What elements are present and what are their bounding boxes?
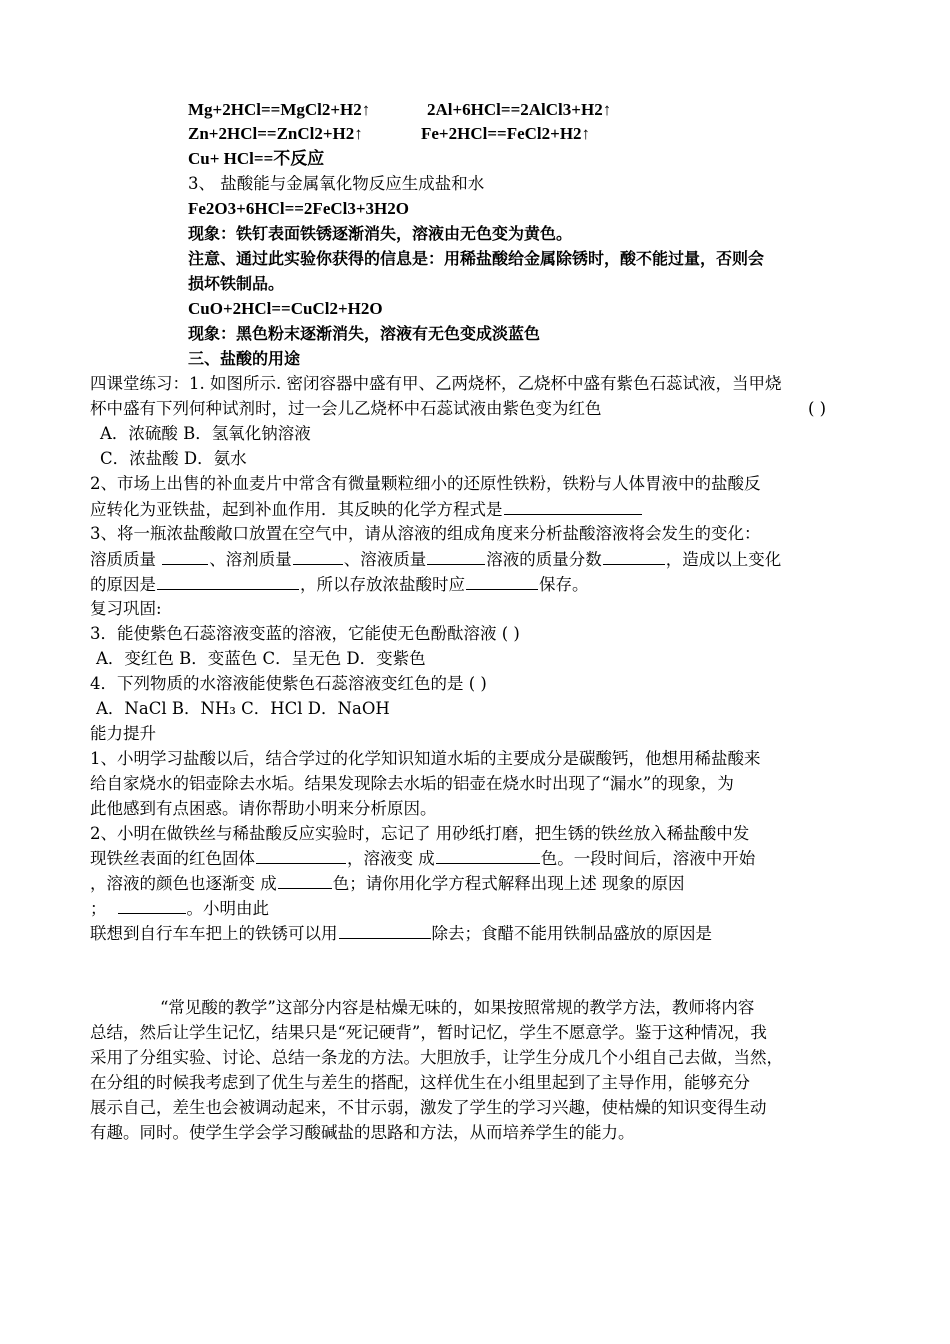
answer-blank[interactable] bbox=[118, 896, 186, 914]
practice-q2-line-1: 2、市场上出售的补血麦片中常含有微量颗粒细小的还原性铁粉，铁粉与人体胃液中的盐酸反 bbox=[90, 474, 761, 493]
answer-blank[interactable] bbox=[436, 846, 540, 864]
practice-q3-line-3 bbox=[90, 572, 589, 597]
q3-text-h: 保存。 bbox=[539, 575, 589, 594]
answer-blank[interactable] bbox=[293, 547, 343, 565]
p2-text-b: ，溶液变 成 bbox=[347, 849, 435, 868]
reaction-fe: Fe+2HCl==FeCl2+H2↑ bbox=[421, 124, 591, 143]
practice-q3-line-2 bbox=[90, 547, 781, 572]
answer-blank[interactable] bbox=[466, 572, 538, 590]
answer-blank[interactable] bbox=[427, 547, 485, 565]
review-title: 复习巩固: bbox=[90, 599, 162, 618]
ability-p2-line-1: 2、小明在做铁丝与稀盐酸反应实验时，忘记了 用砂纸打磨，把生锈的铁丝放入稀盐酸中发 bbox=[90, 824, 750, 843]
reflection-line-2: 总结，然后让学生记忆，结果只是“死记硬背”，暂时记忆，学生不愿意学。鉴于这种情况，我 bbox=[90, 1023, 767, 1042]
practice-q1-answer-paren: ( ) bbox=[808, 399, 827, 418]
note-line-2: 损坏铁制品。 bbox=[188, 274, 285, 293]
review-q3-options: A．变红色 B．变蓝色 C．呈无色 D．变紫色 bbox=[96, 649, 426, 668]
q3-text-d: 溶液的质量分数 bbox=[486, 550, 602, 569]
ability-p1-line-2: 给自家烧水的铝壶除去水垢。结果发现除去水垢的铝壶在烧水时出现了“漏水”的现象，为 bbox=[90, 774, 734, 793]
ability-p2-line-3 bbox=[90, 871, 685, 896]
p2-text-h: 联想到自行车车把上的铁锈可以用 bbox=[90, 924, 338, 943]
ability-p2-line-5 bbox=[90, 921, 712, 946]
ability-p2-line-4 bbox=[90, 896, 269, 921]
fe2o3-equation: Fe2O3+6HCl==2FeCl3+3H2O bbox=[188, 199, 409, 218]
reaction-al: 2Al+6HCl==2AlCl3+H2↑ bbox=[427, 100, 612, 119]
reaction-cu: Cu+ HCl==不反应 bbox=[188, 149, 325, 168]
answer-blank[interactable] bbox=[157, 572, 299, 590]
q3-text-f: 的原因是 bbox=[90, 575, 156, 594]
practice-q2-line-2 bbox=[90, 497, 643, 522]
fe2o3-phenomenon: 现象：铁钉表面铁锈逐渐消失，溶液由无色变为黄色。 bbox=[188, 224, 573, 243]
ability-title: 能力提升 bbox=[90, 724, 156, 743]
q3-text-g: ，所以存放浓盐酸时应 bbox=[300, 575, 465, 594]
q3-text-e: ，造成以上变化 bbox=[665, 550, 782, 569]
point-3-heading: 3、 盐酸能与金属氧化物反应生成盐和水 bbox=[188, 174, 485, 193]
answer-blank[interactable] bbox=[162, 547, 208, 565]
reflection-line-5: 展示自己，差生也会被调动起来，不甘示弱，激发了学生的学习兴趣，使枯燥的知识变得生动 bbox=[90, 1098, 767, 1117]
reflection-line-4: 在分组的时候我考虑到了优生与差生的搭配，这样优生在小组里起到了主导作用，能够充分 bbox=[90, 1073, 750, 1092]
answer-blank[interactable] bbox=[339, 921, 431, 939]
practice-q1-line-1: 四课堂练习：1. 如图所示. 密闭容器中盛有甲、乙两烧杯，乙烧杯中盛有紫色石蕊试液，当甲烧 bbox=[90, 374, 782, 393]
q3-text-c: 、溶液质量 bbox=[343, 550, 427, 569]
p2-text-g: 。小明由此 bbox=[186, 899, 269, 918]
answer-blank[interactable] bbox=[256, 846, 346, 864]
review-q4-options: A．NaCl B．NH₃ C．HCl D．NaOH bbox=[96, 699, 390, 718]
answer-blank[interactable] bbox=[603, 547, 665, 565]
reflection-line-6: 有趣。同时。使学生学会学习酸碱盐的思路和方法，从而培养学生的能力。 bbox=[90, 1123, 635, 1142]
practice-q1-options-cd: C．浓盐酸 D．氨水 bbox=[100, 449, 247, 468]
q3-text-b: 、溶剂质量 bbox=[209, 550, 292, 569]
answer-blank[interactable] bbox=[504, 497, 642, 515]
q3-text-a: 溶质质量 bbox=[90, 550, 162, 569]
reaction-zn: Zn+2HCl==ZnCl2+H2↑ bbox=[188, 124, 363, 143]
ability-p1-line-3: 此他感到有点困惑。请你帮助小明来分析原因。 bbox=[90, 799, 437, 818]
cuo-equation: CuO+2HCl==CuCl2+H2O bbox=[188, 299, 383, 318]
ability-p1-line-1: 1、小明学习盐酸以后，结合学过的化学知识知道水垢的主要成分是碳酸钙，他想用稀盐酸来 bbox=[90, 749, 761, 768]
review-q4: 4．下列物质的水溶液能使紫色石蕊溶液变红色的是 ( ) bbox=[90, 674, 487, 693]
practice-q1-options-ab: A．浓硫酸 B．氢氧化钠溶液 bbox=[100, 424, 311, 443]
reaction-mg: Mg+2HCl==MgCl2+H2↑ bbox=[188, 100, 371, 119]
practice-q2-text: 应转化为亚铁盐，起到补血作用．其反映的化学方程式是 bbox=[90, 500, 503, 519]
p2-text-a: 现铁丝表面的红色固体 bbox=[90, 849, 255, 868]
p2-text-i: 除去；食醋不能用铁制品盛放的原因是 bbox=[431, 924, 712, 943]
note-line-1: 注意、通过此实验你获得的信息是：用稀盐酸给金属除锈时，酸不能过量，否则会 bbox=[188, 249, 765, 268]
reflection-line-1: “常见酸的教学”这部分内容是枯燥无味的，如果按照常规的教学方法，教师将内容 bbox=[160, 998, 755, 1017]
review-q3: 3．能使紫色石蕊溶液变蓝的溶液，它能使无色酚酞溶液 ( ) bbox=[90, 624, 520, 643]
p2-text-e: 色；请你用化学方程式解释出现上述 现象的原因 bbox=[332, 874, 685, 893]
p2-text-c: 色。一段时间后，溶液中开始 bbox=[540, 849, 756, 868]
p2-text-f: ； bbox=[90, 899, 107, 918]
reflection-line-3: 采用了分组实验、讨论、总结一条龙的方法。大胆放手，让学生分成几个小组自己去做，当然， bbox=[90, 1048, 783, 1067]
answer-blank[interactable] bbox=[278, 871, 332, 889]
practice-q1-line-2: 杯中盛有下列何种试剂时，过一会儿乙烧杯中石蕊试液由紫色变为红色 bbox=[90, 399, 602, 418]
cuo-phenomenon: 现象：黑色粉末逐渐消失，溶液有无色变成淡蓝色 bbox=[188, 324, 541, 343]
practice-q3-line-1: 3、将一瓶浓盐酸敞口放置在空气中，请从溶液的组成角度来分析盐酸溶液将会发生的变化： bbox=[90, 524, 761, 543]
ability-p2-line-2 bbox=[90, 846, 755, 871]
section-3-heading: 三、盐酸的用途 bbox=[188, 349, 301, 368]
p2-text-d: ，溶液的颜色也逐渐变 成 bbox=[90, 874, 277, 893]
